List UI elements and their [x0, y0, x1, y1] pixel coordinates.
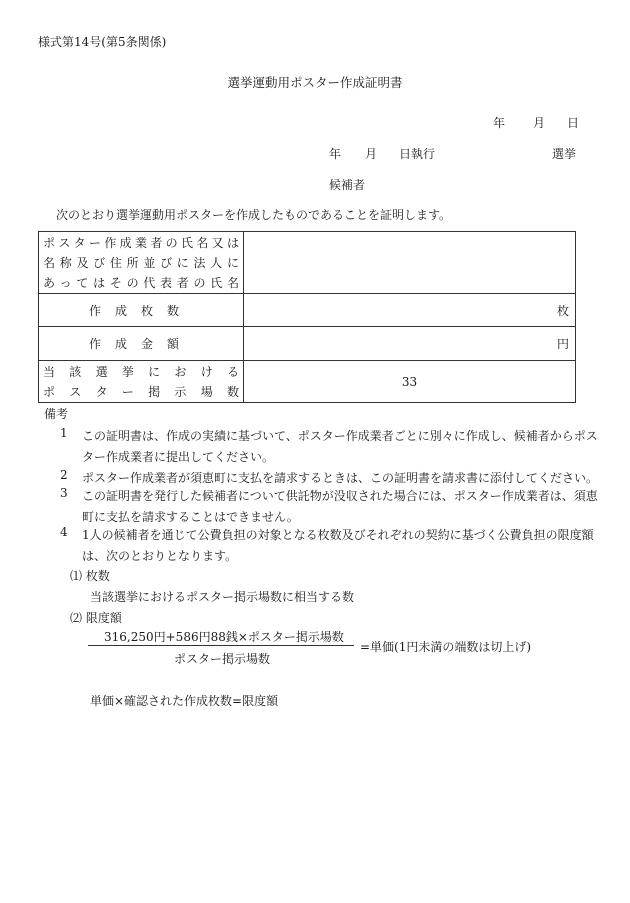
exec-month: 月 — [365, 147, 378, 161]
count-unit: 枚 — [244, 294, 576, 327]
certification-statement: 次のとおり選挙運動用ポスターを作成したものであることを証明します。 — [56, 208, 452, 222]
maker-value — [244, 232, 576, 294]
sub1-text: 当該選挙におけるポスター掲示場数に相当する数 — [90, 590, 355, 604]
document-title: 選挙運動用ポスター作成証明書 — [227, 75, 403, 90]
execution-date — [329, 145, 435, 162]
remark-text: この証明書を発行した候補者について供託物が没収された場合には、ポスター作成業者は、須恵町に支払を請求することはできません。 — [82, 489, 598, 524]
table-row-board — [39, 361, 576, 403]
maker-label-line: 名称及び住所並びに法人に — [43, 255, 239, 270]
election-label: 選挙 — [552, 147, 577, 161]
board-count-value: 33 — [244, 361, 576, 403]
date-month: 月 — [533, 116, 546, 130]
form-number: 様式第14号(第5条関係) — [38, 35, 167, 49]
sub2-label: ⑵ 限度額 — [70, 611, 122, 625]
amount-unit: 円 — [244, 327, 576, 361]
exec-day: 日執行 — [399, 147, 436, 161]
remark-number: 3 — [60, 486, 68, 500]
maker-label-line: ポスター作成業者の氏名又は — [43, 235, 239, 250]
remark-text: 1人の候補者を通じて公費負担の対象となる枚数及びそれぞれの契約に基づく公費負担の限度額は、次のとおりとなります。 — [82, 528, 594, 563]
candidate-label: 候補者 — [329, 178, 366, 192]
exec-year: 年 — [329, 147, 342, 161]
maker-label — [39, 232, 244, 294]
formula-final: 単価×確認された作成枚数=限度額 — [90, 694, 279, 708]
maker-label-line: あってはその代表者の氏名 — [43, 275, 239, 290]
certificate-table — [38, 231, 576, 403]
formula-denominator: ポスター掲示場数 — [174, 652, 271, 666]
fraction-line — [88, 645, 354, 646]
board-label-line: ポスター掲示場数 — [43, 384, 239, 399]
table-row-count — [39, 294, 576, 327]
amount-label: 作成金額 — [39, 327, 244, 361]
formula-result: =単価(1円未満の端数は切上げ) — [360, 640, 532, 654]
remark-text: ポスター作成業者が須恵町に支払を請求するときは、この証明書を請求書に添付してください。 — [82, 471, 599, 485]
sub1-label: ⑴ 枚数 — [70, 569, 110, 583]
date-day: 日 — [567, 116, 580, 130]
remark-number: 4 — [60, 525, 68, 539]
table-row-maker — [39, 232, 576, 294]
remark-number: 1 — [60, 426, 68, 440]
board-label-line: 当該選挙における — [43, 364, 239, 379]
date-year: 年 — [493, 116, 506, 130]
count-label: 作成枚数 — [39, 294, 244, 327]
issue-date — [493, 114, 579, 131]
table-row-amount — [39, 327, 576, 361]
remark-text: この証明書は、作成の実績に基づいて、ポスター作成業者ごとに別々に作成し、候補者からポスター作成業者に提出してください。 — [82, 429, 598, 464]
board-label — [39, 361, 244, 403]
formula-numerator: 316,250円+586円88銭×ポスター掲示場数 — [104, 630, 344, 644]
remark-number: 2 — [60, 468, 68, 482]
remarks-heading: 備考 — [44, 407, 69, 421]
